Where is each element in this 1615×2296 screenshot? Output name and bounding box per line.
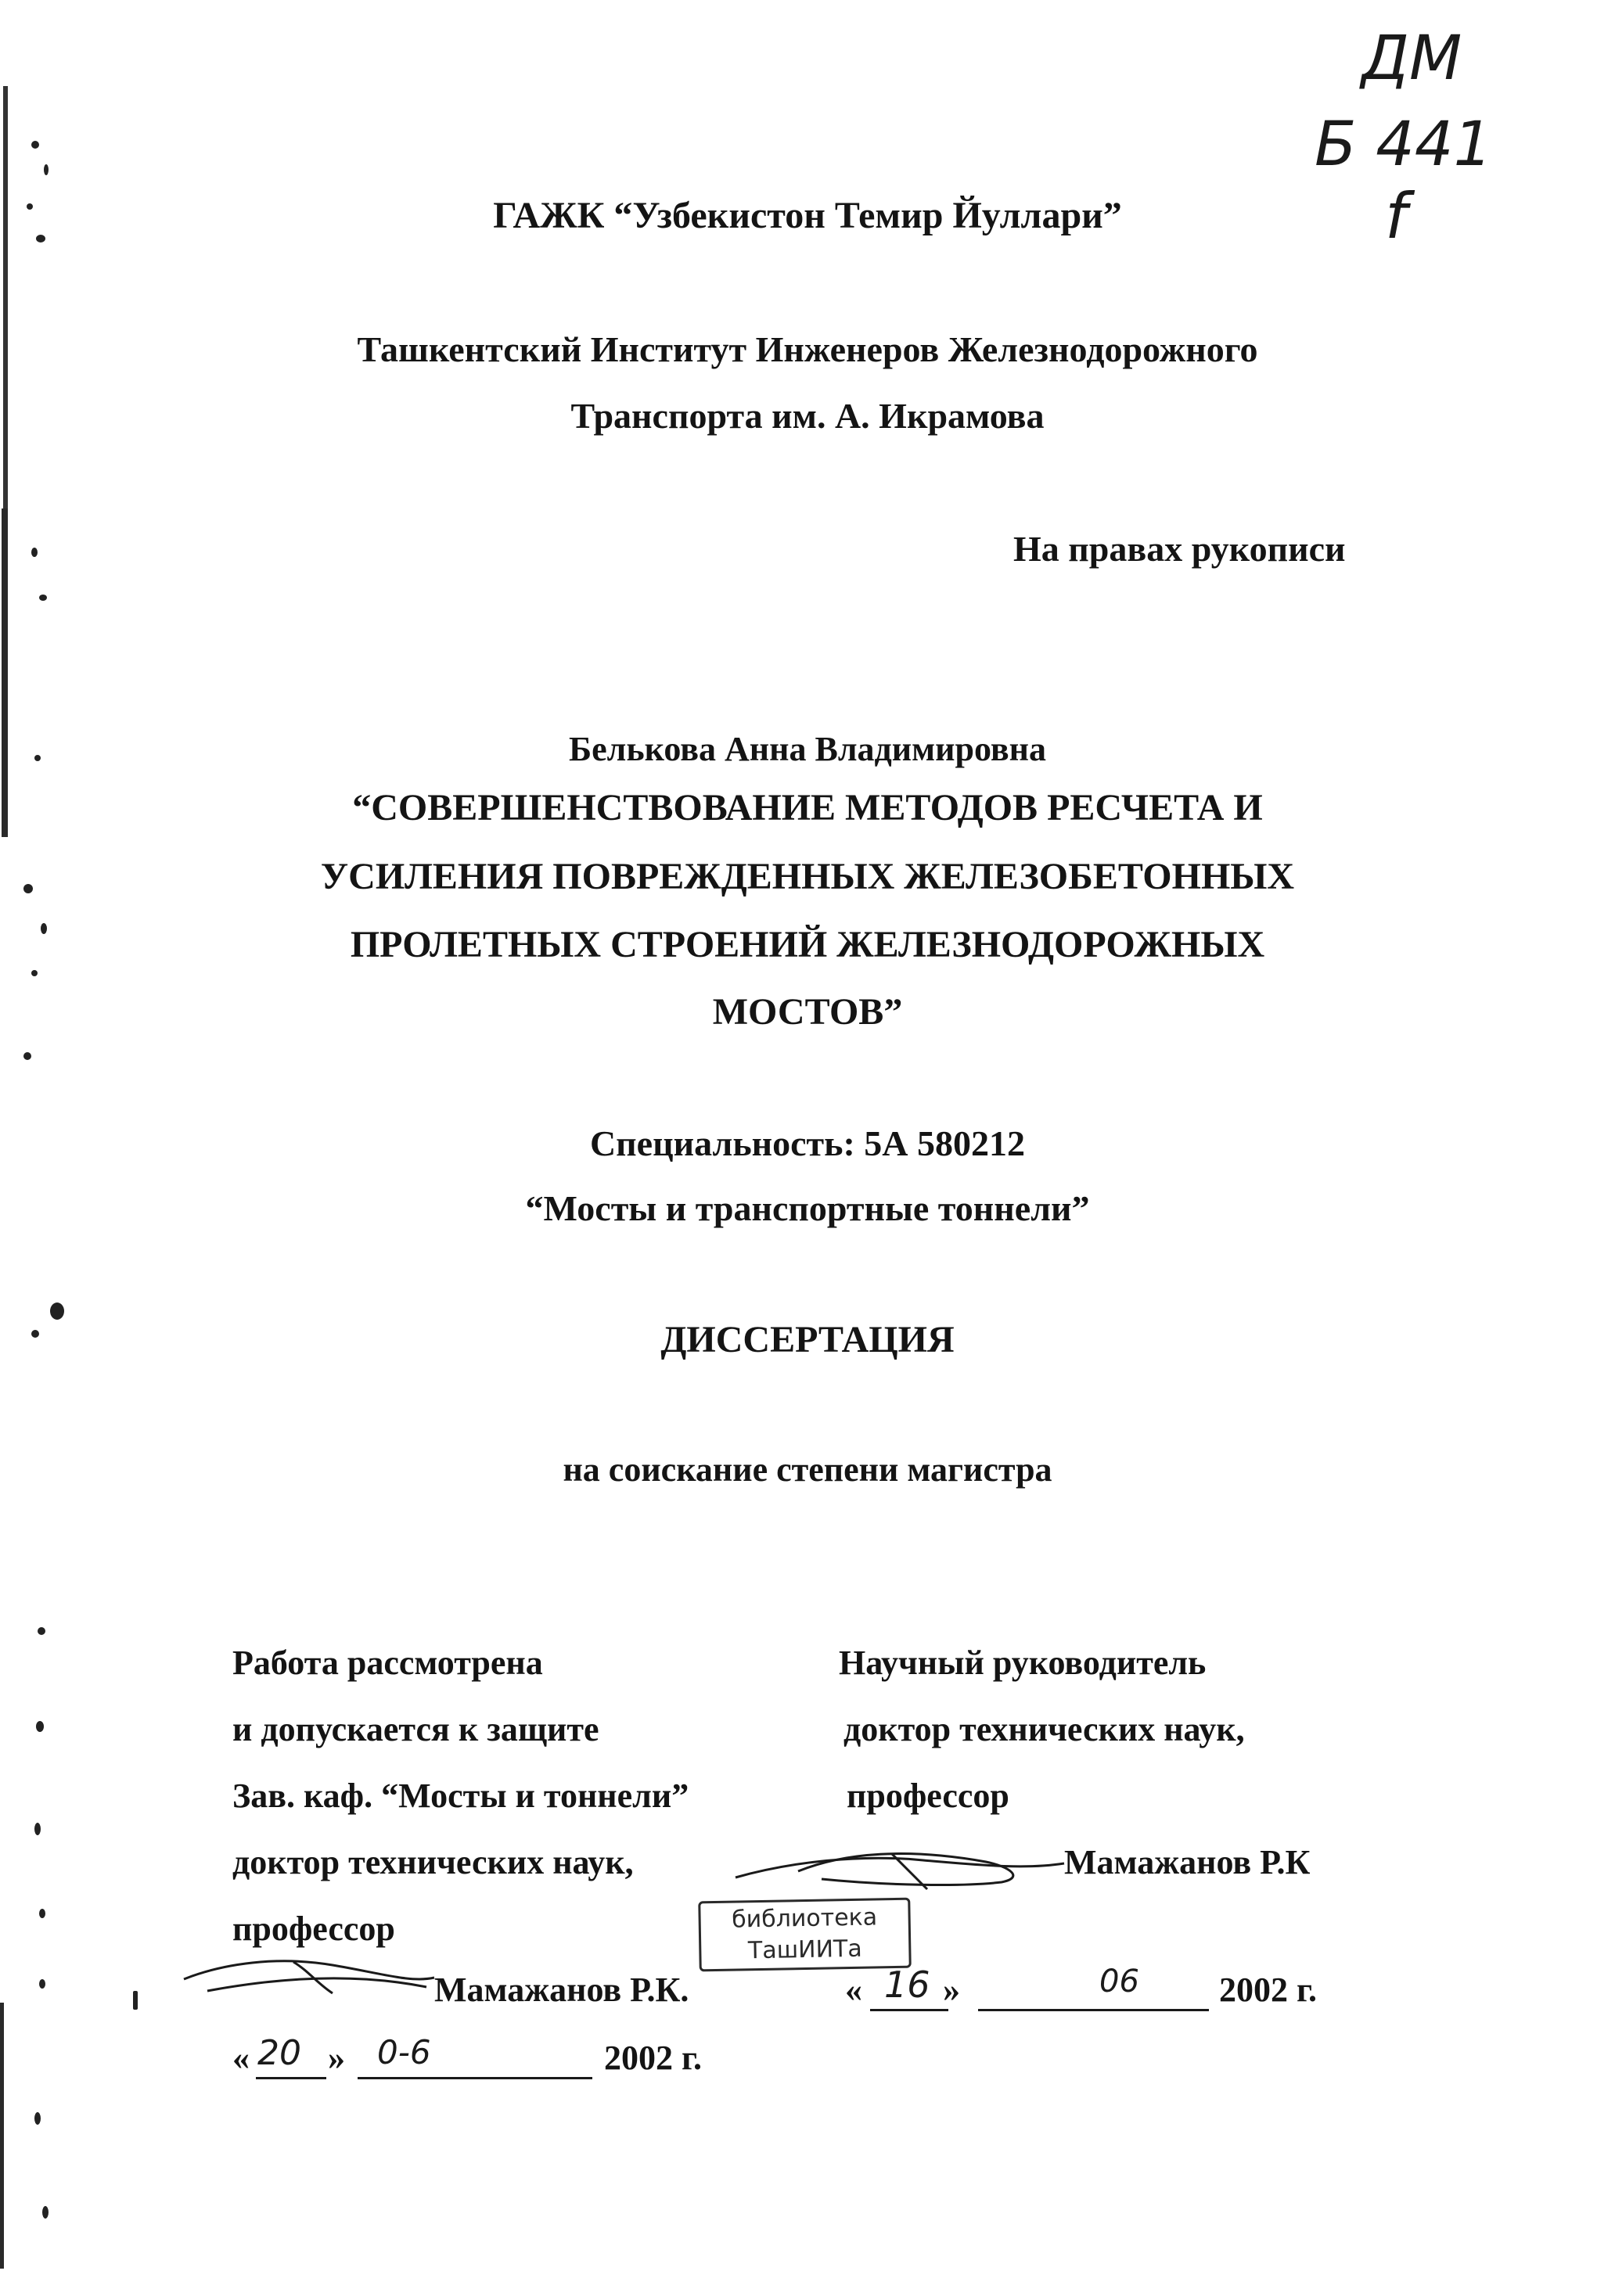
supervisor-signature xyxy=(728,1831,1072,1901)
title-line-1: “СОВЕРШЕНСТВОВАНИЕ МЕТОДОВ РЕСЧЕТА И xyxy=(352,787,1263,828)
specialty-code: Специальность: 5А 580212 xyxy=(589,1123,1026,1163)
date-month: 06 xyxy=(1099,1964,1139,2000)
title-line-4: МОСТОВ” xyxy=(712,991,903,1033)
date-open-quote: « xyxy=(232,2039,250,2077)
archive-mark-line1: ДМ xyxy=(1361,23,1462,94)
supervisor-date xyxy=(845,1964,1346,2017)
approval-line-5: профессор xyxy=(232,1910,395,1948)
author-name: Белькова Анна Владимировна xyxy=(569,730,1046,768)
title-line-3: ПРОЛЕТНЫХ СТРОЕНИЙ ЖЕЛЕЗНОДОРОЖНЫХ xyxy=(350,924,1265,965)
institute-name-line1: Ташкентский Институт Инженеров Железнодорожного xyxy=(357,329,1258,369)
organization-name: ГАЖК “Узбекистон Темир Йуллари” xyxy=(493,195,1122,236)
head-of-department-name: Мамажанов Р.К. xyxy=(434,1971,689,2009)
stamp-line-2: ТашИИТа xyxy=(747,1935,863,1965)
institute-name-line2: Транспорта им. А. Икрамова xyxy=(570,396,1045,436)
head-of-department-signature xyxy=(176,1948,442,2003)
date-day: 16 xyxy=(884,1964,930,2006)
library-stamp xyxy=(698,1898,912,1972)
supervisor-name: Мамажанов Р.К xyxy=(1064,1843,1311,1881)
archive-mark-line3: f xyxy=(1385,180,1408,253)
supervisor-line-2: доктор технических наук, xyxy=(843,1710,1245,1748)
date-month: 0-6 xyxy=(377,2033,431,2071)
degree-line: на соискание степени магистра xyxy=(563,1450,1052,1489)
stamp-line-1: библиотека xyxy=(731,1903,878,1934)
supervisor-line-1: Научный руководитель xyxy=(839,1644,1207,1682)
date-year: 2002 г. xyxy=(604,2039,703,2077)
date-year: 2002 г. xyxy=(1219,1971,1318,2009)
approval-date xyxy=(232,2033,733,2085)
archive-mark-line2: Б 441 xyxy=(1315,110,1493,180)
specialty-name: “Мосты и транспортные тоннели” xyxy=(525,1188,1090,1228)
supervisor-line-3: профессор xyxy=(847,1777,1009,1815)
approval-line-1: Работа рассмотрена xyxy=(232,1644,543,1682)
date-close-quote: » xyxy=(943,1971,960,2009)
date-close-quote: » xyxy=(328,2039,345,2077)
document-type: ДИССЕРТАЦИЯ xyxy=(660,1319,955,1360)
title-line-2: УСИЛЕНИЯ ПОВРЕЖДЕННЫХ ЖЕЛЕЗОБЕТОННЫХ xyxy=(320,856,1295,897)
approval-line-2: и допускается к защите xyxy=(232,1710,599,1748)
rights-note: На правах рукописи xyxy=(1013,529,1346,569)
date-day: 20 xyxy=(257,2033,301,2073)
date-open-quote: « xyxy=(845,1971,862,2009)
approval-line-3: Зав. каф. “Мосты и тоннели” xyxy=(232,1777,689,1815)
approval-line-4: доктор технических наук, xyxy=(232,1843,634,1881)
